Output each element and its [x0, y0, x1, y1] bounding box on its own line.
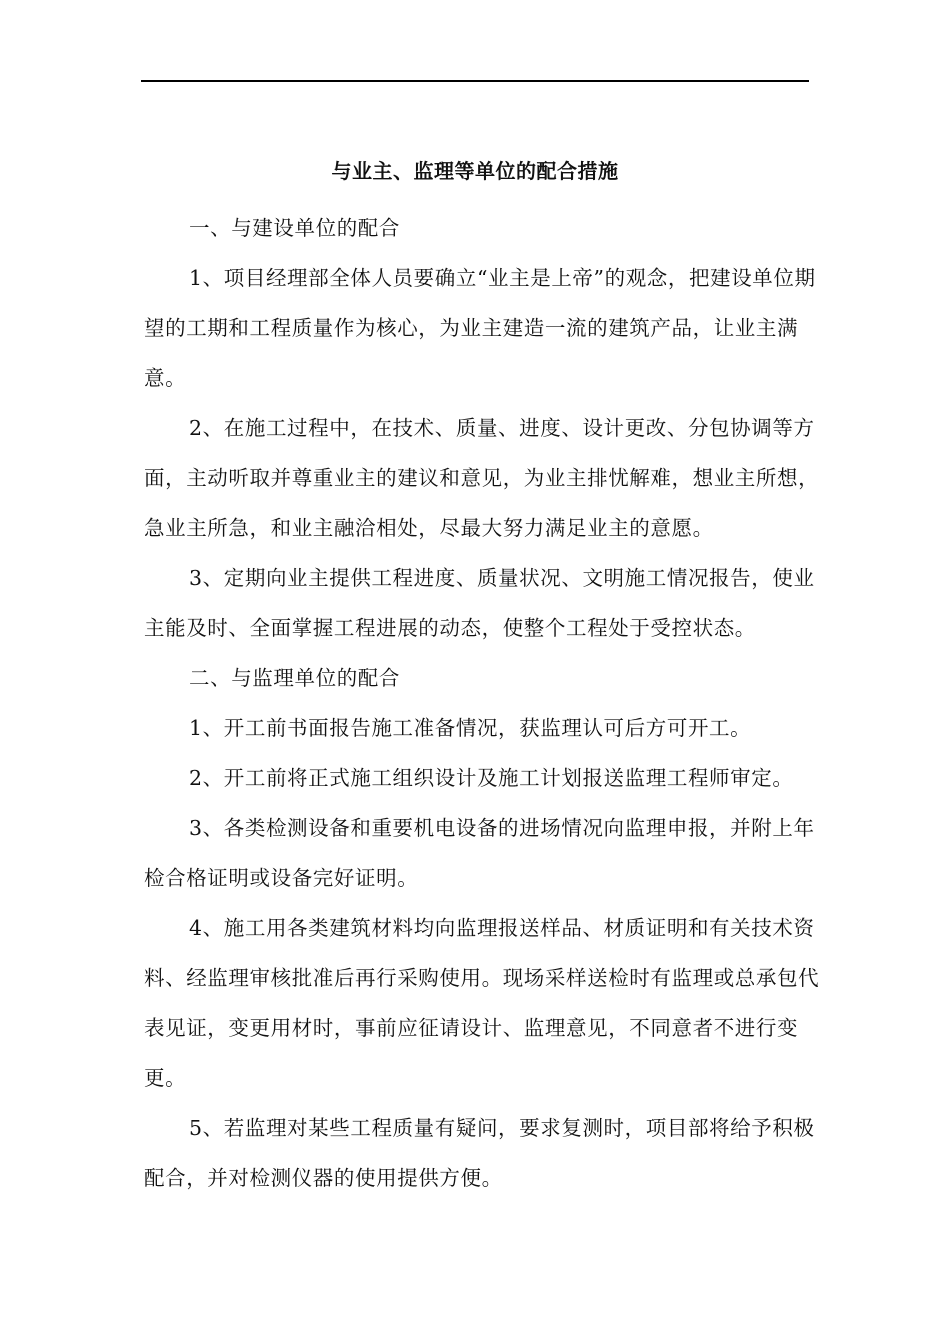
paragraph: 2、开工前将正式施工组织设计及施工计划报送监理工程师审定。 [189, 766, 794, 790]
paragraph: 1、项目经理部全体人员要确立“业主是上帝”的观念，把建设单位期望的工期和工程质量作为核心，为业主建造一流的建筑产品，让业主满意。 [144, 266, 816, 390]
header-rule [141, 80, 809, 82]
section-heading-owner: 一、与建设单位的配合 [189, 216, 400, 240]
paragraph: 5、若监理对某些工程质量有疑问，要求复测时，项目部将给予积极配合，并对检测仪器的使用提供方便。 [144, 1116, 815, 1190]
paragraph: 2、在施工过程中，在技术、质量、进度、设计更改、分包协调等方面，主动听取并尊重业主的建议和意见，为业主排忧解难，想业主所想，急业主所急，和业主融洽相处，尽最大努力满足业主的意愿。 [144, 416, 820, 540]
paragraph: 3、各类检测设备和重要机电设备的进场情况向监理申报，并附上年检合格证明或设备完好证明。 [144, 816, 815, 890]
section-heading-supervisor: 二、与监理单位的配合 [189, 666, 400, 690]
paragraph: 1、开工前书面报告施工准备情况，获监理认可后方可开工。 [189, 716, 752, 740]
paragraph: 3、定期向业主提供工程进度、质量状况、文明施工情况报告，使业主能及时、全面掌握工程进展的动态，使整个工程处于受控状态。 [144, 566, 815, 640]
document-body [144, 203, 824, 1203]
paragraph: 4、施工用各类建筑材料均向监理报送样品、材质证明和有关技术资料、经监理审核批准后再行采购使用。现场采样送检时有监理或总承包代表见证，变更用材时，事前应征请设计、监理意见，不同意者不进行变更。 [144, 916, 820, 1090]
document-title: 与业主、监理等单位的配合措施 [331, 159, 619, 183]
